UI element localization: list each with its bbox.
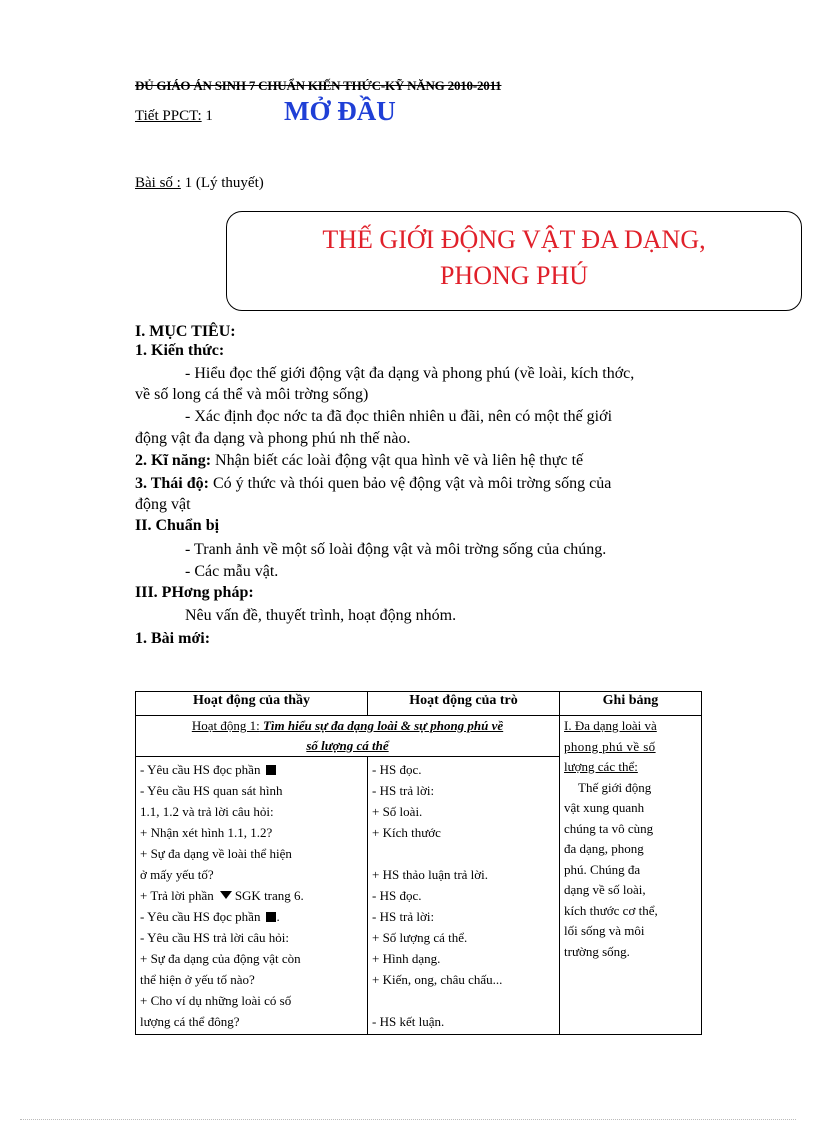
attitude-line: [135, 475, 759, 493]
list-item: - Yêu cầu HS đọc phần .: [140, 909, 280, 924]
list-item: - HS đọc.: [372, 762, 422, 777]
list-item: ở mấy yếu tố?: [140, 867, 214, 882]
board-text-line: chúng ta vô cùng: [564, 820, 654, 836]
lesson-title-line-2: PHONG PHÚ: [439, 261, 589, 290]
knowledge-item-2a: - Xác định đọc nớc ta đã đọc thiên nhiên u đãi, nên có một thế giới: [185, 408, 613, 425]
skill-text: Nhận biết các loài động vật qua hình vẽ và liên hệ thực tế: [211, 452, 584, 469]
header-student: Hoạt động của trò: [368, 692, 560, 716]
triangle-down-icon: [220, 891, 232, 899]
table-header-row: [136, 692, 702, 716]
list-item: + HS thảo luận trả lời.: [372, 867, 489, 882]
attitude-text-cont: động vật: [135, 496, 191, 513]
activity-table: [135, 691, 702, 1035]
filled-square-icon: [266, 912, 276, 922]
list-item: + Nhận xét hình 1.1, 1.2?: [140, 825, 273, 840]
lesson-title-line-1: THẾ GIỚI ĐỘNG VẬT ĐA DẠNG,: [322, 225, 706, 254]
board-text-line: dạng về số loài,: [564, 882, 646, 897]
list-item: - Yêu cầu HS đọc phần: [140, 759, 363, 780]
board-text-line: đa dạng, phong: [564, 841, 644, 856]
list-item: [372, 990, 555, 1011]
board-text-line: lối sống và môi: [564, 923, 645, 938]
board-text-line: phú. Chúng đa: [564, 861, 641, 877]
list-item: - HS kết luận.: [372, 1014, 445, 1029]
activity-title-a: Tìm hiểu sự đa dạng loài & sự phong phú về: [259, 718, 504, 733]
list-item: lượng cá thể đông?: [140, 1014, 240, 1029]
header-teacher: Hoạt động của thầy: [136, 692, 368, 716]
board-text-line: Thế giới động: [578, 779, 652, 795]
knowledge-item-1a: - Hiểu đọc thế giới động vật đa dạng và phong phú (về loài, kích thớc,: [185, 365, 635, 382]
list-item: + Cho ví dụ những loài có số: [140, 993, 292, 1008]
period-label: Tiết PPCT:: [135, 108, 202, 124]
header-board: Ghi bảng: [560, 692, 702, 716]
skill-line: [135, 452, 759, 470]
document-header-line: ĐỦ GIÁO ÁN SINH 7 CHUẨN KIẾN THỨC-KỸ NĂNG 2010-2011: [135, 78, 502, 93]
board-text-line: trường sống.: [564, 943, 630, 959]
list-item: + Số lượng cá thể.: [372, 930, 468, 945]
list-item: 1.1, 1.2 và trả lời câu hỏi:: [140, 804, 274, 819]
filled-square-icon: [266, 765, 276, 775]
board-text-line: vật xung quanh: [564, 800, 645, 815]
list-item: - Yêu cầu HS quan sát hình: [140, 783, 283, 798]
activity-heading: [136, 716, 560, 757]
list-item: + Hình dạng.: [372, 951, 441, 966]
preparation-item-2: - Các mẫu vật.: [185, 563, 279, 580]
attitude-heading: 3. Thái độ:: [135, 475, 209, 492]
board-text-line: kích thước cơ thể,: [564, 902, 658, 918]
preparation-heading: II. Chuẩn bị: [135, 517, 220, 534]
list-item: + Kiến, ong, châu chấu...: [372, 972, 503, 987]
preparation-item-1: - Tranh ảnh về một số loài động vật và môi trờng sống của chúng.: [185, 541, 607, 558]
list-item: thể hiện ở yếu tố nào?: [140, 972, 255, 987]
activity-title-b: số lượng cá thể: [306, 738, 389, 753]
page-bottom-divider: [20, 1119, 796, 1120]
list-item: - HS trả lời:: [372, 909, 435, 924]
board-notes: [560, 716, 702, 1035]
knowledge-item-2b: động vật đa dạng và phong phú nh thế nào.: [135, 430, 411, 447]
list-item: + Số loài.: [372, 804, 423, 819]
teacher-activities: [136, 757, 368, 1035]
list-item: + Trả lời phần SGK trang 6.: [140, 888, 304, 903]
skill-heading: 2. Kĩ năng:: [135, 452, 212, 469]
knowledge-heading: 1. Kiến thức:: [135, 342, 225, 359]
list-item: - Yêu cầu HS trả lời câu hỏi:: [140, 930, 289, 945]
section-title: MỞ ĐẦU: [284, 96, 396, 126]
objectives-heading: I. MỤC TIÊU:: [135, 323, 236, 340]
method-text: Nêu vấn đề, thuyết trình, hoạt động nhóm.: [185, 607, 457, 624]
attitude-text: Có ý thức và thói quen bảo vệ động vật và môi trờng sống của: [208, 475, 612, 492]
list-item: + Kích thước: [372, 825, 441, 840]
new-lesson-heading: 1. Bài mới:: [135, 630, 211, 647]
board-heading-a: I. Đa dạng loài và: [564, 718, 657, 733]
lesson-number: [135, 175, 264, 192]
list-item: + Sự đa dạng của động vật còn: [140, 951, 301, 966]
activity-label: Hoạt động 1:: [191, 718, 260, 733]
lesson-number-label: Bài số :: [135, 175, 181, 191]
period-number: [135, 108, 213, 125]
table-row-activity-1: [136, 716, 702, 757]
list-item: [372, 843, 555, 864]
student-activities: [368, 757, 560, 1035]
lesson-number-value: 1 (Lý thuyết): [180, 175, 264, 191]
list-item: - HS trả lời:: [372, 783, 435, 798]
method-heading: III. PHơng pháp:: [135, 584, 254, 601]
board-heading-b: phong phú về số: [564, 738, 656, 754]
period-value: 1: [201, 108, 213, 124]
knowledge-item-1b: về số long cá thể và môi trờng sống): [135, 386, 369, 403]
list-item: - HS đọc.: [372, 888, 422, 903]
lesson-title-box: [226, 211, 802, 311]
board-heading-c: lượng các thể:: [564, 759, 638, 774]
list-item: + Sự đa dạng về loài thể hiện: [140, 846, 292, 861]
